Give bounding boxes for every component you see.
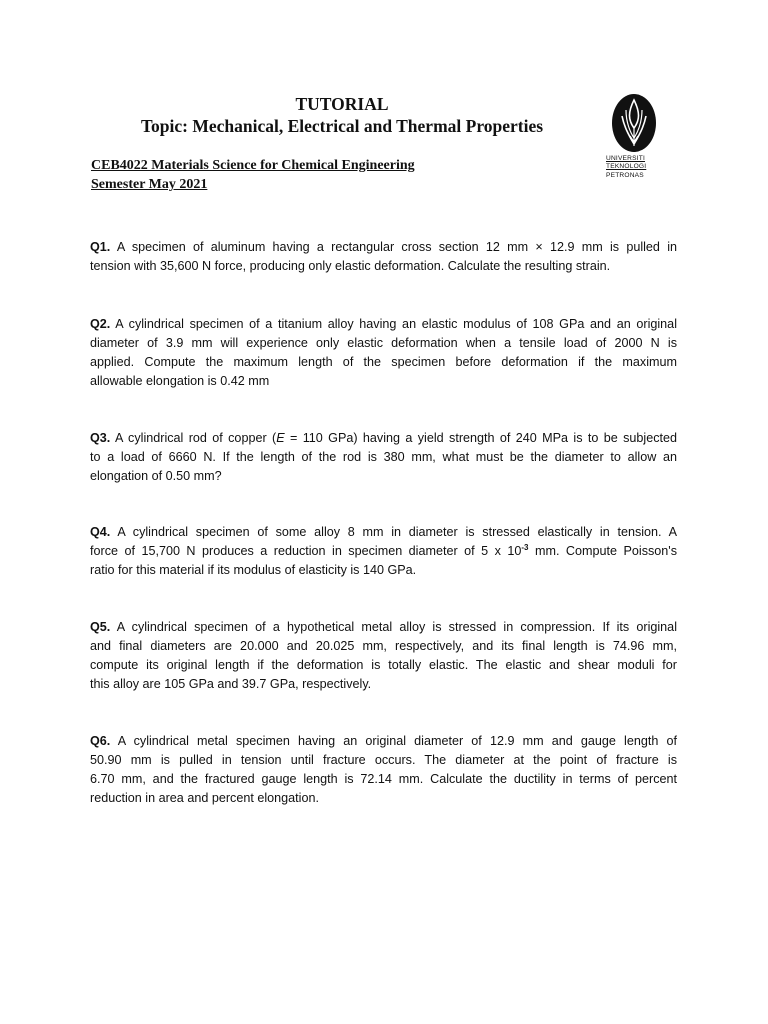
question-4 [90, 523, 677, 580]
question-text: tension with 35,600 N force, producing only elastic deformation. Calculate the resulting strain. [90, 259, 611, 273]
semester-label: Semester May 2021 [91, 177, 208, 192]
question-text: 6.70 mm, and the fractured gauge length is 72.14 mm. Calculate the ductility in terms of percent [90, 772, 677, 786]
question-text: 50.90 mm is pulled in tension until fracture occurs. The diameter at the point of fracture is [90, 753, 677, 767]
utp-emblem-icon [606, 92, 662, 154]
title-block [92, 93, 592, 137]
question-text: = 110 GPa) having a yield strength of 240 MPa is to be subjected [284, 431, 678, 445]
question-text: to a load of 6660 N. If the length of the rod is 380 mm, what must be the diameter to allow an [90, 450, 677, 464]
logo-line-petronas: PETRONAS [606, 171, 644, 179]
question-text: A cylindrical rod of copper ( [110, 431, 277, 445]
logo-line-teknologi: TEKNOLOGI [606, 163, 647, 171]
question-text: A cylindrical specimen of a hypothetical metal alloy is stressed in compression. If its original [110, 620, 677, 634]
question-number: Q5. [90, 620, 111, 634]
question-number: Q4. [90, 525, 111, 539]
modulus-symbol: E [276, 431, 285, 445]
question-text: mm. Compute Poisson's [528, 544, 677, 558]
course-title: CEB4022 Materials Science for Chemical Engineering [91, 158, 415, 173]
course-block [91, 156, 415, 194]
university-logo [606, 92, 662, 192]
question-number: Q2. [90, 317, 111, 331]
question-text: force of 15,700 N produces a reduction in specimen diameter of 5 x 10 [90, 544, 522, 558]
question-number: Q3. [90, 431, 111, 445]
question-text: applied. Compute the maximum length of the specimen before deformation if the maximum [90, 355, 677, 369]
question-text: diameter of 3.9 mm will experience only elastic deformation when a tensile load of 2000 N is [90, 336, 677, 350]
logo-text [606, 155, 662, 180]
question-text: A cylindrical specimen of a titanium alloy having an elastic modulus of 108 GPa and an original [110, 317, 677, 331]
question-text: A specimen of aluminum having a rectangular cross section 12 mm × 12.9 mm is pulled in [110, 240, 677, 254]
question-text: ratio for this material if its modulus of elasticity is 140 GPa. [90, 563, 417, 577]
question-text: compute its original length if the deformation is totally elastic. The elastic and shear moduli for [90, 658, 677, 672]
question-5 [90, 618, 677, 694]
page-topic: Topic: Mechanical, Electrical and Thermal Properties [140, 116, 544, 136]
question-number: Q1. [90, 240, 111, 254]
question-2 [90, 315, 677, 391]
question-6 [90, 732, 677, 808]
question-1 [90, 238, 677, 276]
question-text: reduction in area and percent elongation. [90, 791, 319, 805]
question-text: A cylindrical metal specimen having an original diameter of 12.9 mm and gauge length of [110, 734, 677, 748]
question-number: Q6. [90, 734, 111, 748]
question-text: allowable elongation is 0.42 mm [90, 374, 270, 388]
question-text: this alloy are 105 GPa and 39.7 GPa, respectively. [90, 677, 372, 691]
question-3 [90, 429, 677, 486]
question-text: elongation of 0.50 mm? [90, 469, 222, 483]
question-text: and final diameters are 20.000 and 20.025 mm, respectively, and its final length is 74.96 mm, [90, 639, 677, 653]
exponent: -3 [521, 542, 529, 552]
question-text: A cylindrical specimen of some alloy 8 mm in diameter is stressed elastically in tension. A [110, 525, 677, 539]
page-title: TUTORIAL [295, 94, 389, 114]
logo-line-universiti: UNIVERSITI [606, 155, 646, 162]
